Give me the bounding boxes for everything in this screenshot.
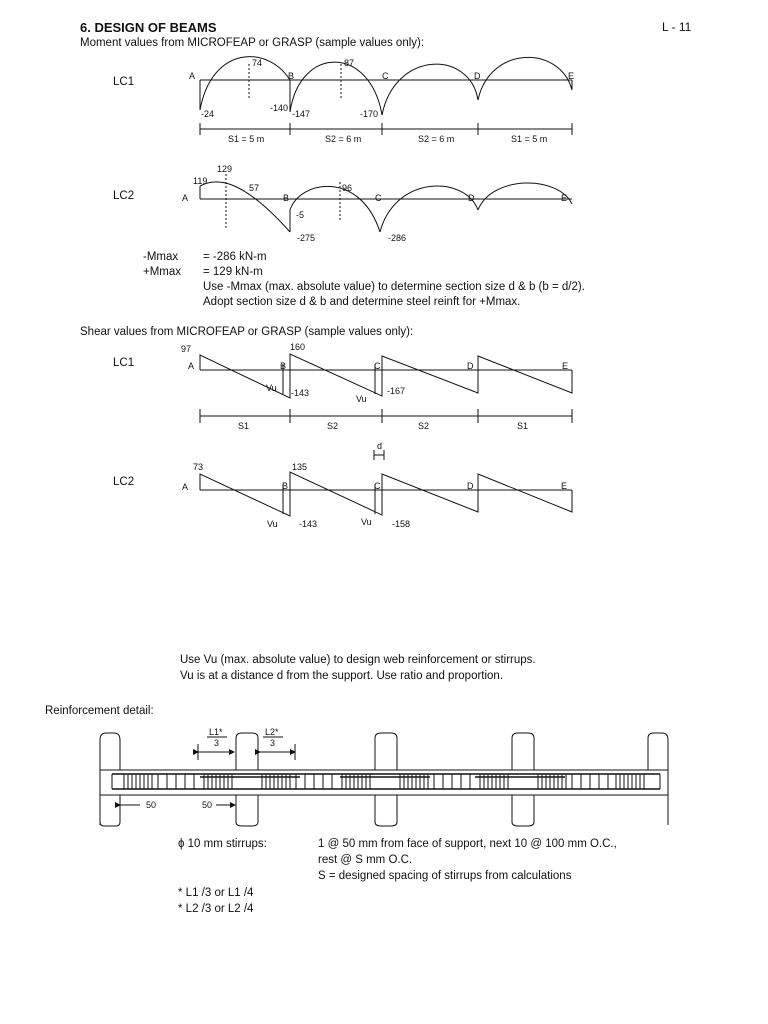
- shear-lc1-support-e: E: [562, 361, 569, 371]
- moment-lc1-support-e: E: [568, 71, 575, 81]
- moment-lc2-value-57: 57: [249, 183, 260, 193]
- moment-lc2-value-129: 129: [217, 164, 233, 174]
- shear-lc1-vu-2: Vu: [356, 394, 367, 404]
- mmax-pos-value: = 129 kN-m: [203, 266, 263, 278]
- shear-lc2-value-neg158: -158: [392, 519, 411, 529]
- l1-denominator: 3: [214, 738, 220, 748]
- shear-lc2-span1: [200, 474, 290, 516]
- shear-lc1-support-b: B: [280, 361, 287, 371]
- moment-lc2-value-neg286: -286: [388, 233, 407, 243]
- dim-right-50: 50: [202, 800, 213, 810]
- shear-lc2-span2: [290, 472, 382, 515]
- l2-label: L2*: [265, 727, 279, 737]
- stirrups-line-3: S = designed spacing of stirrups from calculations: [318, 870, 572, 882]
- shear-lc2-value-73: 73: [193, 462, 204, 472]
- moment-lc1-span3-curve: [382, 64, 478, 115]
- moment-lc1-value-87: 87: [344, 58, 355, 68]
- page-reference: L - 11: [662, 20, 692, 34]
- shear-lc1-support-d: D: [467, 361, 474, 371]
- moment-lc1-value-74: 74: [252, 58, 263, 68]
- moment-lc2-value-96: 96: [342, 183, 353, 193]
- shear-d-label: d: [377, 441, 383, 451]
- shear-lc2-diagram: [200, 472, 572, 516]
- shear-lc1-span-1: S1: [238, 421, 250, 431]
- shear-lc2-vu-1: Vu: [267, 519, 278, 529]
- moment-lc2-support-a: A: [182, 193, 189, 203]
- stirrups-label: ϕ 10 mm stirrups:: [178, 838, 267, 850]
- shear-lc2-support-d: D: [467, 481, 474, 491]
- l2-denominator: 3: [270, 738, 276, 748]
- shear-lc2-label: LC2: [113, 476, 135, 488]
- column-4-top: [512, 733, 534, 770]
- shear-lc2-support-e: E: [561, 481, 568, 491]
- moment-lc1-support-a: A: [189, 71, 196, 81]
- shear-note-1: Use Vu (max. absolute value) to design web reinforcement or stirrups.: [180, 654, 536, 666]
- moment-lc2-value-119: 119: [193, 176, 208, 186]
- stirrups-line-2: rest @ S mm O.C.: [318, 854, 413, 866]
- mmax-neg-label: -Mmax: [143, 251, 179, 263]
- moment-lc1-span-2: S2 = 6 m: [325, 134, 362, 144]
- moment-lc2-span1-curve: [200, 182, 290, 232]
- moment-lc1-support-c: C: [382, 71, 389, 81]
- shear-lc1-span-2: S2: [327, 421, 339, 431]
- moment-lc2-support-c: C: [375, 193, 382, 203]
- moment-lc1-span1-curve: [200, 57, 290, 110]
- column-2-bottom: [236, 795, 258, 826]
- shear-lc2-support-b: B: [282, 481, 289, 491]
- footnote-2: * L2 /3 or L2 /4: [178, 903, 254, 915]
- shear-intro: Shear values from MICROFEAP or GRASP (sample values only):: [80, 326, 414, 338]
- moment-lc2-label: LC2: [113, 190, 135, 202]
- shear-lc2-span3: [382, 474, 478, 512]
- column-4-bottom: [512, 795, 534, 826]
- shear-lc1-value-neg143: -143: [291, 388, 310, 398]
- shear-lc1-value-160: 160: [290, 342, 306, 352]
- shear-note-2: Vu is at a distance d from the support. Use ratio and proportion.: [180, 670, 504, 682]
- stirrups-line-1: 1 @ 50 mm from face of support, next 10 @ 100 mm O.C.,: [318, 838, 617, 850]
- shear-lc2-span4: [478, 474, 572, 512]
- shear-lc1-label: LC1: [113, 357, 135, 369]
- moment-lc2-support-e: E: [561, 193, 568, 203]
- moment-lc1-value-neg24: -24: [201, 109, 215, 119]
- moment-lc1-span4-curve: [478, 57, 575, 100]
- shear-lc1-span-4: S1: [517, 421, 529, 431]
- moment-lc1-value-neg170: -170: [360, 109, 379, 119]
- moment-lc2-support-d: D: [468, 193, 475, 203]
- column-left-top: [100, 733, 120, 770]
- shear-lc1-value-97: 97: [181, 344, 192, 354]
- moment-lc2-value-neg275: -275: [297, 233, 316, 243]
- moment-intro: Moment values from MICROFEAP or GRASP (sample values only):: [80, 37, 425, 49]
- footnote-1: * L1 /3 or L1 /4: [178, 887, 254, 899]
- l1-label: L1*: [209, 727, 223, 737]
- column-2-top: [236, 733, 258, 770]
- moment-lc1-span2-curve: [290, 62, 382, 115]
- shear-lc2-value-135: 135: [292, 462, 308, 472]
- section-title: 6. DESIGN OF BEAMS: [80, 20, 217, 35]
- shear-lc1-span4: [478, 356, 572, 393]
- moment-lc1-span-3: S2 = 6 m: [418, 134, 455, 144]
- mmax-neg-value: = -286 kN-m: [203, 251, 267, 263]
- moment-lc1-diagram: [200, 57, 575, 135]
- moment-note-1: Use -Mmax (max. absolute value) to determine section size d & b (b = d/2).: [203, 281, 585, 293]
- moment-lc1-support-d: D: [474, 71, 481, 81]
- moment-lc1-support-b: B: [288, 71, 295, 81]
- moment-lc2-support-b: B: [283, 193, 290, 203]
- shear-lc2-support-c: C: [374, 481, 381, 491]
- moment-note-2: Adopt section size d & b and determine steel reinft for +Mmax.: [203, 296, 521, 308]
- mmax-pos-label: +Mmax: [143, 266, 182, 278]
- moment-lc1-label: LC1: [113, 76, 135, 88]
- dim-left-50: 50: [146, 800, 157, 810]
- shear-lc2-value-neg143: -143: [299, 519, 318, 529]
- moment-lc1-value-neg140: -140: [270, 103, 289, 113]
- shear-lc1-span-3: S2: [418, 421, 430, 431]
- moment-lc2-span4-curve: [478, 183, 572, 210]
- shear-lc2-vu-2: Vu: [361, 517, 372, 527]
- moment-lc2-value-neg5: -5: [296, 210, 305, 220]
- shear-lc1-vu-1: Vu: [266, 383, 277, 393]
- column-3-top: [375, 733, 397, 770]
- moment-lc1-value-neg147: -147: [292, 109, 311, 119]
- reinforcement-title: Reinforcement detail:: [45, 705, 154, 717]
- moment-lc1-span-4: S1 = 5 m: [511, 134, 548, 144]
- shear-lc1-diagram: [200, 354, 572, 460]
- shear-lc1-support-c: C: [374, 361, 381, 371]
- column-3-bottom: [375, 795, 397, 826]
- shear-lc2-support-a: A: [182, 482, 189, 492]
- shear-lc1-support-a: A: [188, 361, 195, 371]
- shear-lc1-value-neg167: -167: [387, 386, 406, 396]
- moment-lc2-span3-curve: [380, 186, 478, 232]
- column-right: [648, 733, 668, 825]
- moment-lc1-span-1: S1 = 5 m: [228, 134, 265, 144]
